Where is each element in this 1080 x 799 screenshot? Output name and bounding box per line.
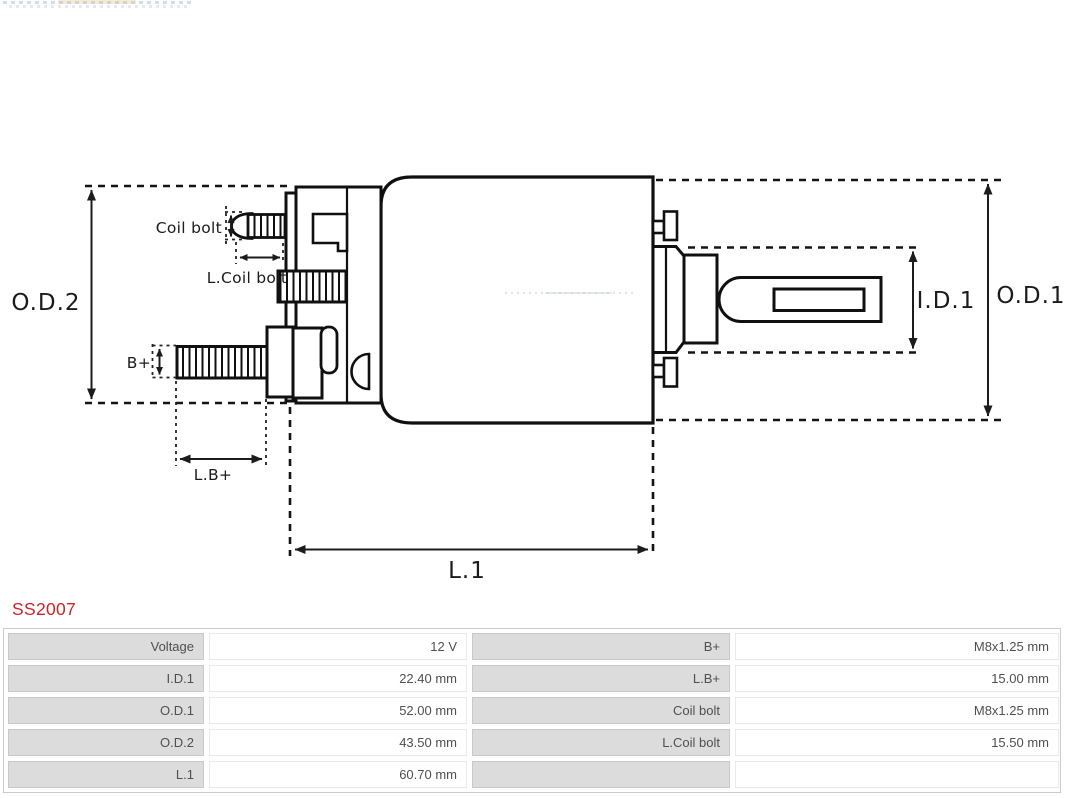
solenoid-body [381,177,653,423]
spec-value-cell: M8x1.25 mm [735,633,1059,660]
top-tab [664,212,677,241]
bottom-tab [664,358,677,387]
coil-bolt-terminal [232,214,286,239]
dim-label-b-plus: B+ [126,354,151,372]
threaded-bushing [278,271,346,302]
spec-label-cell: O.D.1 [8,697,204,724]
dim-label-id1: I.D.1 [916,288,976,314]
spec-value-cell: 15.00 mm [735,665,1059,692]
spec-value-cell: 12 V [209,633,467,660]
hex-nut [267,327,293,397]
dim-label-od1: O.D.1 [996,283,1066,309]
dim-label-coil-bolt: Coil bolt [155,219,222,237]
dim-label-l-b-plus: L.B+ [193,466,233,484]
spec-label-cell: O.D.2 [8,729,204,756]
collar [653,247,684,353]
spec-label-cell: L.B+ [472,665,730,692]
spec-label-cell: I.D.1 [8,665,204,692]
dim-label-od2: O.D.2 [11,290,81,316]
dim-label-l1: L.1 [448,558,486,584]
spec-label-cell: L.Coil bolt [472,729,730,756]
spec-value-cell: M8x1.25 mm [735,697,1059,724]
plunger [653,212,881,387]
flange-pin [321,327,337,373]
part-code: SS2007 [12,599,77,619]
spec-value-cell: 22.40 mm [209,665,467,692]
spec-label-cell: Voltage [8,633,204,660]
shaft-slot [774,289,864,311]
spec-label-cell: Coil bolt [472,697,730,724]
collar-ring [684,255,717,343]
spec-label-cell: B+ [472,633,730,660]
washer [293,328,322,398]
dotted-projection-lines [153,206,284,466]
b-plus-terminal [177,327,337,398]
spec-label-cell [472,761,730,788]
spec-value-cell: 60.70 mm [209,761,467,788]
spec-label-cell: L.1 [8,761,204,788]
spec-value-cell: 15.50 mm [735,729,1059,756]
spec-table [3,628,1061,793]
spec-value-cell: 52.00 mm [209,697,467,724]
dim-label-l-coil-bolt: L.Coil bolt [206,269,288,287]
spec-value-cell: 43.50 mm [209,729,467,756]
spec-value-cell [735,761,1059,788]
